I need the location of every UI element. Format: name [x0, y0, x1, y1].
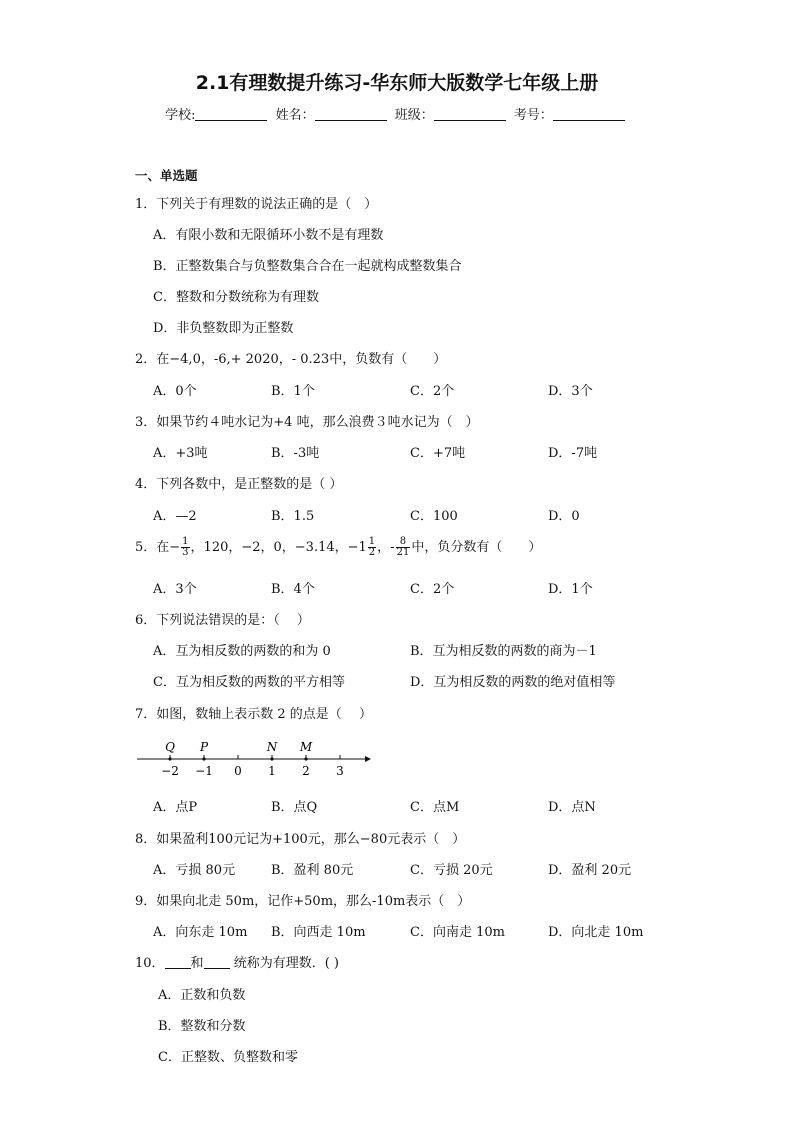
q3-option-c[interactable]: C．+7吨 [410, 446, 466, 461]
tick-label: −2 [161, 764, 179, 778]
fraction-eight-twentyfirsts [396, 537, 411, 558]
name-blank[interactable] [315, 107, 387, 121]
q10-blank-2[interactable] [204, 956, 230, 969]
question-5-stem [135, 536, 541, 560]
q4-option-a[interactable]: A．—2 [153, 509, 197, 524]
q10-option-a[interactable]: A．正数和负数 [158, 988, 246, 1003]
question-4-stem: 4．下列各数中，是正整数的是（ ） [135, 477, 343, 492]
q4-option-d[interactable]: D．0 [548, 509, 580, 524]
q10-and: 和 [190, 956, 204, 971]
class-label: 班级： [394, 108, 434, 123]
number-line-figure [133, 735, 373, 780]
q5-tail: 中，负分数有（ ） [411, 540, 542, 555]
tick-label: 1 [268, 764, 276, 778]
q4-option-c[interactable]: C．100 [410, 509, 458, 524]
numerator: 1 [368, 536, 376, 547]
school-label: 学校: [165, 108, 196, 123]
q1-option-c[interactable]: C．整数和分数统称为有理数 [153, 290, 319, 305]
point-label: M [299, 740, 313, 754]
question-6-stem: 6．下列说法错误的是：（ ） [135, 613, 310, 628]
question-9-stem: 9．如果向北走 50m，记作+50m，那么-10m表示（ ） [135, 894, 471, 909]
tick-label: 3 [336, 764, 344, 778]
question-2-stem: 2．在−4,0，-6,+ 2020，- 0.23中，负数有（ ） [135, 352, 447, 367]
tick-label: 2 [302, 764, 310, 778]
q4-option-b[interactable]: B．1.5 [271, 509, 315, 524]
q3-option-d[interactable]: D．-7吨 [548, 446, 598, 461]
q5-option-b[interactable]: B．4个 [271, 582, 315, 597]
q6-option-b[interactable]: B．互为相反数的两数的商为－1 [410, 644, 597, 659]
point-label: Q [165, 740, 175, 754]
number-label: 考号： [513, 108, 553, 123]
numerator: 8 [396, 537, 411, 548]
q5-option-c[interactable]: C．2个 [410, 582, 455, 597]
point-marker [270, 757, 273, 760]
q6-option-c[interactable]: C．互为相反数的两数的平方相等 [153, 675, 345, 690]
q3-option-a[interactable]: A．+3吨 [153, 446, 208, 461]
q10-option-c[interactable]: C．正整数、负整数和零 [158, 1050, 298, 1065]
q1-option-a[interactable]: A．有限小数和无限循环小数不是有理数 [153, 228, 384, 243]
arrow-right-icon [365, 756, 371, 762]
q5-sep: ，- [377, 540, 395, 555]
school-blank[interactable] [195, 107, 267, 121]
q8-option-b[interactable]: B．盈利 80元 [271, 863, 354, 878]
denominator: 3 [182, 547, 189, 558]
q2-option-a[interactable]: A．0个 [153, 384, 197, 399]
point-label: N [266, 740, 278, 754]
q6-option-a[interactable]: A．互为相反数的两数的和为 0 [153, 644, 331, 659]
q3-option-b[interactable]: B．-3吨 [271, 446, 320, 461]
numerator: 1 [182, 536, 189, 547]
q2-option-d[interactable]: D．3个 [548, 384, 593, 399]
q9-option-b[interactable]: B．向西走 10m [271, 925, 366, 940]
question-8-stem: 8．如果盈利100元记为+100元，那么−80元表示（ ） [135, 832, 466, 847]
q2-option-c[interactable]: C．2个 [410, 384, 455, 399]
q10-option-b[interactable]: B．整数和分数 [158, 1019, 246, 1034]
class-blank[interactable] [434, 107, 506, 121]
point-marker [168, 757, 171, 760]
q7-option-b[interactable]: B．点Q [271, 800, 318, 815]
q10-number: 10． [135, 956, 165, 971]
tick-label: 0 [234, 764, 242, 778]
q1-option-b[interactable]: B．正整数集合与负整数集合合在一起就构成整数集合 [153, 259, 462, 274]
q10-blank-1[interactable] [165, 956, 191, 969]
q6-option-d[interactable]: D．互为相反数的两数的绝对值相等 [410, 675, 616, 690]
q1-option-d[interactable]: D．非负整数即为正整数 [153, 321, 294, 336]
page-title: 2.1有理数提升练习-华东师大版数学七年级上册 [195, 72, 599, 94]
q7-option-d[interactable]: D．点N [548, 800, 596, 815]
point-label: P [199, 740, 209, 754]
fraction-one-third [181, 537, 189, 558]
q8-option-a[interactable]: A．亏损 80元 [153, 863, 236, 878]
question-10-stem [135, 952, 339, 971]
q5-option-d[interactable]: D．1个 [548, 582, 593, 597]
fraction-one-half [368, 537, 376, 558]
q5-mid: ，120，−2，0，−3.14，−1 [190, 540, 367, 555]
name-label: 姓名： [275, 108, 315, 123]
question-1-stem: 1．下列关于有理数的说法正确的是（ ） [135, 197, 378, 212]
question-7-stem: 7．如图，数轴上表示数 2 的点是（ ） [135, 707, 372, 722]
q5-option-a[interactable]: A．3个 [153, 582, 197, 597]
tick-label: −1 [195, 764, 213, 778]
q8-option-c[interactable]: C．亏损 20元 [410, 863, 493, 878]
number-blank[interactable] [553, 107, 625, 121]
q7-option-c[interactable]: C．点M [410, 800, 460, 815]
point-marker [304, 757, 307, 760]
q9-option-a[interactable]: A．向东走 10m [153, 925, 248, 940]
student-info-line [0, 104, 794, 123]
q8-option-d[interactable]: D．盈利 20元 [548, 863, 632, 878]
q9-option-d[interactable]: D．向北走 10m [548, 925, 644, 940]
question-3-stem: 3．如果节约４吨水记为+4 吨，那么浪费３吨水记为（ ） [135, 415, 479, 430]
q10-tail: 统称为有理数．( ) [229, 956, 339, 971]
section-heading: 一、单选题 [135, 168, 198, 183]
q5-lead: 5．在− [135, 540, 181, 555]
q9-option-c[interactable]: C．向南走 10m [410, 925, 505, 940]
point-marker [202, 757, 205, 760]
q7-option-a[interactable]: A．点P [153, 800, 198, 815]
q2-option-b[interactable]: B．1个 [271, 384, 315, 399]
denominator: 21 [396, 547, 410, 558]
denominator: 2 [368, 547, 376, 558]
